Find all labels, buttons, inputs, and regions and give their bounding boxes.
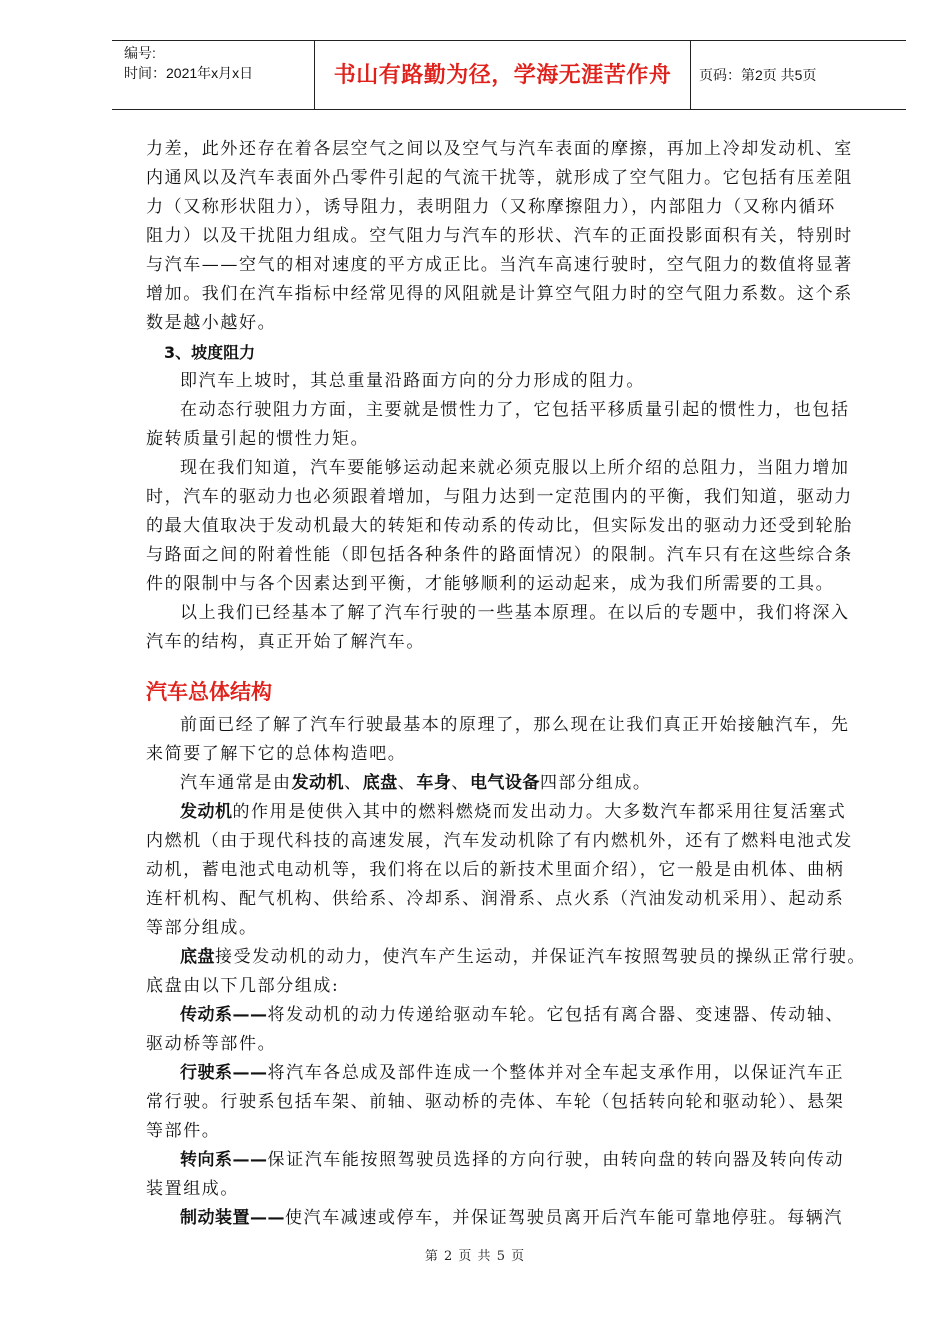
page-header bbox=[112, 40, 906, 110]
body-line: 数是越小越好。 bbox=[146, 313, 277, 333]
term-body: 车身 bbox=[416, 773, 452, 793]
term-transmission: 传动系—— bbox=[180, 1005, 268, 1025]
running-gear-line bbox=[180, 1060, 910, 1087]
term-chassis: 底盘 bbox=[180, 947, 215, 967]
body-line: 力差，此外还存在着各层空气之间以及空气与汽车表面的摩擦，再加上冷却发动机、室 bbox=[146, 139, 853, 159]
body-line: 与路面之间的附着性能（即包括各种条件的路面情况）的限制。汽车只有在这些综合条 bbox=[146, 545, 853, 565]
body-line: 旋转质量引起的惯性力矩。 bbox=[146, 429, 370, 449]
composition-suffix: 四部分组成。 bbox=[539, 773, 652, 793]
body-line: 动机，蓄电池式电动机等，我们将在以后的新技术里面介绍），它一般是由机体、曲柄 bbox=[146, 860, 845, 880]
header-page-cell bbox=[691, 41, 906, 109]
body-line: 件的限制中与各个因素达到平衡，才能够顺利的运动起来，成为我们所需要的工具。 bbox=[146, 574, 835, 594]
body-line: 在动态行驶阻力方面，主要就是惯性力了，它包括平移质量引起的惯性力，也包括 bbox=[180, 400, 850, 420]
body-line: 时，汽车的驱动力也必须跟着增加，与阻力达到一定范围内的平衡，我们知道，驱动力 bbox=[146, 487, 853, 507]
body-line: 等部件。 bbox=[146, 1121, 221, 1141]
term-chassis: 底盘 bbox=[362, 773, 398, 793]
composition-prefix: 汽车通常是由 bbox=[180, 773, 292, 793]
header-motto-cell bbox=[315, 41, 691, 109]
header-page-info: 页码：第2页 共5页 bbox=[699, 67, 817, 83]
section-heading: 汽车总体结构 bbox=[146, 680, 272, 704]
body-line: 以上我们已经基本了解了汽车行驶的一些基本原理。在以后的专题中，我们将深入 bbox=[180, 603, 850, 623]
header-meta-cell bbox=[112, 41, 315, 109]
body-line: 增加。我们在汽车指标中经常见得的风阻就是计算空气阻力时的空气阻力系数。这个系 bbox=[146, 284, 853, 304]
body-line: 装置组成。 bbox=[146, 1179, 239, 1199]
transmission-text: 将发动机的动力传递给驱动车轮。它包括有离合器、变速器、传动轴、 bbox=[267, 1005, 845, 1025]
composition-line bbox=[180, 770, 910, 797]
chassis-text: 接受发动机的动力，使汽车产生运动，并保证汽车按照驾驶员的操纵正常行驶。 bbox=[215, 947, 866, 967]
steering-line bbox=[180, 1147, 910, 1174]
document-time-label: 时间：2021年x月x日 bbox=[124, 65, 254, 81]
body-line: 力（又称形状阻力），诱导阻力，表明阻力（又称摩擦阻力），内部阻力（又称内循环 bbox=[146, 197, 836, 217]
steering-text: 保证汽车能按照驾驶员选择的方向行驶，由转向盘的转向器及转向传动 bbox=[267, 1150, 845, 1170]
body-line: 常行驶。行驶系包括车架、前轴、驱动桥的壳体、车轮（包括转向轮和驱动轮）、悬架 bbox=[146, 1092, 845, 1112]
term-engine: 发动机 bbox=[180, 802, 233, 822]
page-footer: 第 2 页 共 5 页 bbox=[424, 1249, 526, 1264]
body-line: 内通风以及汽车表面外凸零件引起的气流干扰等，就形成了空气阻力。它包括有压差阻 bbox=[146, 168, 853, 188]
brake-line bbox=[180, 1205, 910, 1232]
body-line: 底盘由以下几部分组成: bbox=[146, 976, 340, 996]
body-line: 汽车的结构，真正开始了解汽车。 bbox=[146, 632, 425, 652]
body-line: 现在我们知道，汽车要能够运动起来就必须克服以上所介绍的总阻力，当阻力增加 bbox=[180, 458, 850, 478]
term-steering: 转向系—— bbox=[180, 1150, 268, 1170]
transmission-line bbox=[180, 1002, 910, 1029]
brake-text: 使汽车减速或停车，并保证驾驶员离开后汽车能可靠地停驻。每辆汽 bbox=[285, 1208, 843, 1228]
body-line: 前面已经了解了汽车行驶最基本的原理了，那么现在让我们真正开始接触汽车，先 bbox=[180, 715, 850, 735]
body-line: 驱动桥等部件。 bbox=[146, 1034, 277, 1054]
separator: 、 bbox=[344, 773, 363, 793]
term-brake: 制动装置—— bbox=[180, 1208, 285, 1228]
header-motto: 书山有路勤为径，学海无涯苦作舟 bbox=[333, 63, 672, 88]
separator: 、 bbox=[451, 773, 470, 793]
separator: 、 bbox=[397, 773, 417, 793]
document-number-label: 编号: bbox=[124, 45, 156, 61]
term-engine: 发动机 bbox=[291, 773, 345, 793]
body-line: 内燃机（由于现代科技的高速发展，汽车发动机除了有内燃机外，还有了燃料电池式发 bbox=[146, 831, 853, 851]
engine-text: 的作用是使供入其中的燃料燃烧而发出动力。大多数汽车都采用往复活塞式 bbox=[232, 802, 847, 822]
body-line: 来简要了解下它的总体构造吧。 bbox=[146, 744, 407, 764]
body-line: 等部分组成。 bbox=[146, 918, 258, 938]
body-line: 与汽车——空气的相对速度的平方成正比。当汽车高速行驶时，空气阻力的数值将显著 bbox=[146, 255, 853, 275]
body-line: 即汽车上坡时，其总重量沿路面方向的分力形成的阻力。 bbox=[180, 371, 645, 391]
engine-line bbox=[180, 799, 910, 826]
body-line: 连杆机构、配气机构、供给系、冷却系、润滑系、点火系（汽油发动机采用）、起动系 bbox=[146, 889, 845, 909]
chassis-line bbox=[180, 944, 910, 971]
body-line: 阻力）以及干扰阻力组成。空气阻力与汽车的形状、汽车的正面投影面积有关，特别时 bbox=[146, 226, 853, 246]
subsection-heading: 3、坡度阻力 bbox=[164, 343, 256, 362]
term-running-gear: 行驶系—— bbox=[180, 1063, 268, 1083]
body-line: 的最大值取决于发动机最大的转矩和传动系的传动比，但实际发出的驱动力还受到轮胎 bbox=[146, 516, 853, 536]
running-gear-text: 将汽车各总成及部件连成一个整体并对全车起支承作用，以保证汽车正 bbox=[267, 1063, 845, 1083]
term-electrical: 电气设备 bbox=[469, 773, 540, 793]
